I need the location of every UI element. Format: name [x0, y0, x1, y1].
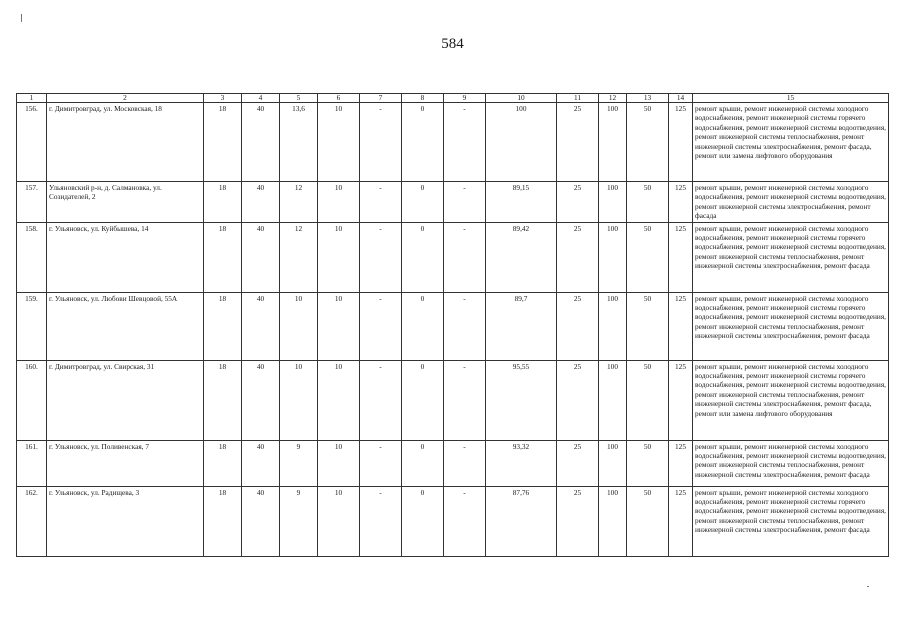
cell-col-12: 100 — [599, 486, 627, 556]
cell-col-10: 95,55 — [486, 360, 557, 440]
repair-works: ремонт крыши, ремонт инженерной системы холодного водоснабжения, ремонт инженерной системы горячего водоснабжения, ремонт инженерной системы водоотведения, ремонт инженерной системы теплоснабжения, ремонт инженерной системы электроснабжения, ремонт фасада, ремонт или замена лифтового оборудования — [693, 360, 889, 440]
cell-col-5: 12 — [280, 182, 318, 223]
column-number-row — [17, 94, 889, 103]
table-row — [17, 292, 889, 360]
cell-col-4: 40 — [242, 182, 280, 223]
column-header: 4 — [242, 94, 280, 103]
column-header: 1 — [17, 94, 47, 103]
cell-col-12: 100 — [599, 103, 627, 182]
table-row — [17, 103, 889, 182]
cell-col-4: 40 — [242, 486, 280, 556]
cell-col-13: 50 — [627, 440, 669, 486]
cell-col-11: 25 — [557, 292, 599, 360]
cell-col-3: 18 — [204, 182, 242, 223]
row-number: 161. — [17, 440, 47, 486]
cell-col-14: 125 — [669, 360, 693, 440]
cell-col-5: 9 — [280, 440, 318, 486]
cell-col-8: 0 — [402, 486, 444, 556]
page-number: 584 — [441, 36, 464, 52]
cell-col-3: 18 — [204, 486, 242, 556]
cell-col-12: 100 — [599, 292, 627, 360]
column-header: 15 — [693, 94, 889, 103]
cell-col-11: 25 — [557, 222, 599, 292]
cell-col-14: 125 — [669, 222, 693, 292]
cell-col-3: 18 — [204, 440, 242, 486]
cell-col-9: - — [444, 103, 486, 182]
cell-col-6: 10 — [318, 360, 360, 440]
cell-col-8: 0 — [402, 103, 444, 182]
table-row — [17, 222, 889, 292]
cell-col-10: 100 — [486, 103, 557, 182]
cell-col-11: 25 — [557, 103, 599, 182]
building-address: г. Ульяновск, ул. Куйбышева, 14 — [47, 222, 204, 292]
row-number: 159. — [17, 292, 47, 360]
scan-mark — [21, 14, 22, 22]
scan-mark — [867, 586, 869, 587]
column-header: 14 — [669, 94, 693, 103]
cell-col-12: 100 — [599, 182, 627, 223]
cell-col-3: 18 — [204, 292, 242, 360]
cell-col-7: - — [360, 292, 402, 360]
cell-col-5: 10 — [280, 292, 318, 360]
cell-col-5: 12 — [280, 222, 318, 292]
column-header: 6 — [318, 94, 360, 103]
column-header: 11 — [557, 94, 599, 103]
building-address: г. Ульяновск, ул. Радищева, 3 — [47, 486, 204, 556]
table-row — [17, 182, 889, 223]
cell-col-4: 40 — [242, 360, 280, 440]
cell-col-7: - — [360, 182, 402, 223]
cell-col-14: 125 — [669, 440, 693, 486]
column-header: 10 — [486, 94, 557, 103]
cell-col-13: 50 — [627, 292, 669, 360]
cell-col-8: 0 — [402, 182, 444, 223]
cell-col-14: 125 — [669, 103, 693, 182]
row-number: 162. — [17, 486, 47, 556]
cell-col-6: 10 — [318, 222, 360, 292]
cell-col-9: - — [444, 182, 486, 223]
cell-col-5: 10 — [280, 360, 318, 440]
table-row — [17, 486, 889, 556]
cell-col-11: 25 — [557, 440, 599, 486]
cell-col-8: 0 — [402, 360, 444, 440]
row-number: 160. — [17, 360, 47, 440]
repair-program-table — [16, 93, 889, 557]
cell-col-9: - — [444, 222, 486, 292]
repair-works: ремонт крыши, ремонт инженерной системы холодного водоснабжения, ремонт инженерной системы водоотведения, ремонт инженерной системы электроснабжения, ремонт фасада — [693, 182, 889, 223]
cell-col-8: 0 — [402, 440, 444, 486]
cell-col-4: 40 — [242, 103, 280, 182]
cell-col-14: 125 — [669, 182, 693, 223]
cell-col-13: 50 — [627, 360, 669, 440]
repair-works: ремонт крыши, ремонт инженерной системы холодного водоснабжения, ремонт инженерной системы горячего водоснабжения, ремонт инженерной системы водоотведения, ремонт инженерной системы теплоснабжения, ремонт инженерной системы электроснабжения, ремонт фасада — [693, 222, 889, 292]
cell-col-10: 89,15 — [486, 182, 557, 223]
row-number: 158. — [17, 222, 47, 292]
column-header: 5 — [280, 94, 318, 103]
cell-col-9: - — [444, 292, 486, 360]
cell-col-13: 50 — [627, 222, 669, 292]
cell-col-9: - — [444, 440, 486, 486]
cell-col-13: 50 — [627, 182, 669, 223]
cell-col-12: 100 — [599, 440, 627, 486]
cell-col-6: 10 — [318, 103, 360, 182]
repair-works: ремонт крыши, ремонт инженерной системы холодного водоснабжения, ремонт инженерной системы горячего водоснабжения, ремонт инженерной системы водоотведения, ремонт инженерной системы теплоснабжения, ремонт инженерной системы электроснабжения, ремонт фасада — [693, 292, 889, 360]
cell-col-4: 40 — [242, 222, 280, 292]
cell-col-7: - — [360, 440, 402, 486]
cell-col-5: 13,6 — [280, 103, 318, 182]
cell-col-10: 87,76 — [486, 486, 557, 556]
cell-col-9: - — [444, 486, 486, 556]
cell-col-10: 93,32 — [486, 440, 557, 486]
building-address: г. Димитровград, ул. Московская, 18 — [47, 103, 204, 182]
column-header: 12 — [599, 94, 627, 103]
cell-col-4: 40 — [242, 440, 280, 486]
cell-col-3: 18 — [204, 360, 242, 440]
cell-col-14: 125 — [669, 486, 693, 556]
column-header: 7 — [360, 94, 402, 103]
cell-col-7: - — [360, 360, 402, 440]
cell-col-7: - — [360, 222, 402, 292]
cell-col-7: - — [360, 486, 402, 556]
cell-col-12: 100 — [599, 360, 627, 440]
cell-col-10: 89,7 — [486, 292, 557, 360]
column-header: 9 — [444, 94, 486, 103]
repair-works: ремонт крыши, ремонт инженерной системы холодного водоснабжения, ремонт инженерной системы водоотведения, ремонт инженерной системы теплоснабжения, ремонт инженерной системы электроснабжения, ремонт фасада — [693, 440, 889, 486]
cell-col-7: - — [360, 103, 402, 182]
cell-col-11: 25 — [557, 486, 599, 556]
cell-col-6: 10 — [318, 292, 360, 360]
building-address: Ульяновский р-н, д. Салмановка, ул. Созидателей, 2 — [47, 182, 204, 223]
cell-col-6: 10 — [318, 486, 360, 556]
column-header: 13 — [627, 94, 669, 103]
cell-col-14: 125 — [669, 292, 693, 360]
row-number: 156. — [17, 103, 47, 182]
cell-col-8: 0 — [402, 222, 444, 292]
cell-col-6: 10 — [318, 182, 360, 223]
table-row — [17, 360, 889, 440]
cell-col-11: 25 — [557, 182, 599, 223]
cell-col-4: 40 — [242, 292, 280, 360]
cell-col-8: 0 — [402, 292, 444, 360]
column-header: 2 — [47, 94, 204, 103]
cell-col-5: 9 — [280, 486, 318, 556]
cell-col-13: 50 — [627, 103, 669, 182]
table-row — [17, 440, 889, 486]
cell-col-10: 89,42 — [486, 222, 557, 292]
cell-col-9: - — [444, 360, 486, 440]
building-address: г. Ульяновск, ул. Любови Шевцовой, 55А — [47, 292, 204, 360]
building-address: г. Ульяновск, ул. Поливенская, 7 — [47, 440, 204, 486]
column-header: 8 — [402, 94, 444, 103]
cell-col-6: 10 — [318, 440, 360, 486]
cell-col-12: 100 — [599, 222, 627, 292]
cell-col-11: 25 — [557, 360, 599, 440]
building-address: г. Димитровград, ул. Свирская, 31 — [47, 360, 204, 440]
cell-col-13: 50 — [627, 486, 669, 556]
row-number: 157. — [17, 182, 47, 223]
cell-col-3: 18 — [204, 222, 242, 292]
cell-col-3: 18 — [204, 103, 242, 182]
column-header: 3 — [204, 94, 242, 103]
repair-works: ремонт крыши, ремонт инженерной системы холодного водоснабжения, ремонт инженерной системы горячего водоснабжения, ремонт инженерной системы водоотведения, ремонт инженерной системы теплоснабжения, ремонт инженерной системы электроснабжения, ремонт фасада — [693, 486, 889, 556]
repair-works: ремонт крыши, ремонт инженерной системы холодного водоснабжения, ремонт инженерной системы горячего водоснабжения, ремонт инженерной системы водоотведения, ремонт инженерной системы теплоснабжения, ремонт инженерной системы электроснабжения, ремонт фасада, ремонт или замена лифтового оборудования — [693, 103, 889, 182]
